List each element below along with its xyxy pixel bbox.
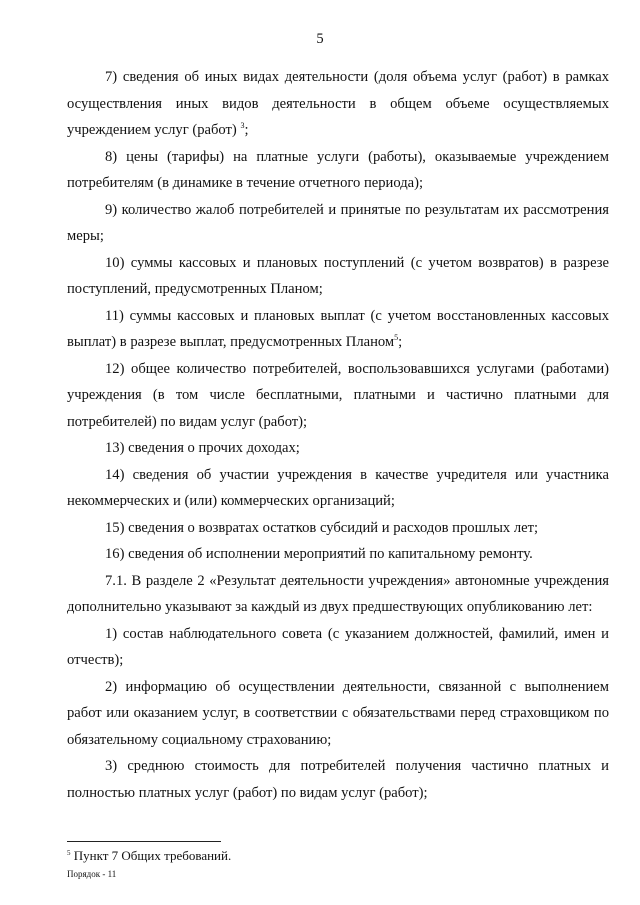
paragraph-item-10 [67, 250, 609, 303]
paragraph-text: 14) сведения об участии учреждения в качестве учредителя или участника некоммерческих и (или) коммерческих организаций; [67, 466, 609, 509]
paragraph-item-15 [67, 515, 609, 542]
paragraph-item-8 [67, 144, 609, 197]
page-number: 5 [316, 31, 324, 47]
paragraph-text: 3) среднюю стоимость для потребителей получения частично платных и полностью платных услуг (работ) по видам услуг (работ); [67, 758, 609, 801]
paragraph-item-9 [67, 197, 609, 250]
footnote-mark: 5 [67, 849, 71, 857]
paragraph-text: 2) информацию об осуществлении деятельности, связанной с выполнением работ или оказанием услуг, в соответствии с обязательствами перед страховщиком по обязательному социальному страхованию; [67, 678, 609, 748]
paragraph-text: 9) количество жалоб потребителей и принятые по результатам их рассмотрения меры; [67, 201, 609, 244]
paragraph-text: 11) суммы кассовых и плановых выплат (с учетом восстановленных кассовых выплат) в разрезе выплат, предусмотренных Планом [67, 307, 609, 350]
footnote-reference: 3 [240, 121, 245, 130]
document-code: Порядок - 11 [67, 869, 117, 879]
paragraph-item-13 [67, 435, 609, 462]
paragraph-section-7-1 [67, 568, 609, 621]
paragraph-text: 8) цены (тарифы) на платные услуги (работы), оказываемые учреждением потребителям (в динамике в течение отчетного периода); [67, 148, 609, 191]
paragraph-item-16 [67, 541, 609, 568]
paragraph-text: 16) сведения об исполнении мероприятий по капитальному ремонту. [105, 546, 533, 562]
paragraph-subitem-2 [67, 674, 609, 754]
paragraph-tail: ; [244, 122, 249, 138]
paragraph-text: 12) общее количество потребителей, воспользовавшихся услугами (работами) учреждения (в том числе бесплатными, платными и частично платными для потребителей) по видам услуг (работ); [67, 360, 609, 430]
paragraph-subitem-1 [67, 621, 609, 674]
document-body [67, 64, 609, 806]
paragraph-item-11 [67, 303, 609, 356]
paragraph-tail: ; [398, 334, 403, 350]
paragraph-text: 7.1. В разделе 2 «Результат деятельности учреждения» автономные учреждения дополнительно указывают за каждый из двух предшествующих опубликованию лет: [67, 572, 609, 615]
paragraph-item-12 [67, 356, 609, 436]
footnote-text: Пункт 7 Общих требований. [73, 848, 232, 863]
footnote-reference: 5 [394, 333, 399, 342]
paragraph-text: 1) состав наблюдательного совета (с указанием должностей, фамилий, имен и отчеств); [67, 625, 609, 668]
paragraph-item-14 [67, 462, 609, 515]
paragraph-text: 10) суммы кассовых и плановых поступлений (с учетом возвратов) в разрезе поступлений, предусмотренных Планом; [67, 254, 609, 297]
paragraph-text: 15) сведения о возвратах остатков субсидий и расходов прошлых лет; [105, 519, 539, 536]
paragraph-subitem-3 [67, 753, 609, 806]
footnote-separator [67, 841, 221, 842]
footnote [67, 848, 231, 864]
paragraph-text: 13) сведения о прочих доходах; [105, 440, 300, 456]
paragraph-text: 7) сведения об иных видах деятельности (доля объема услуг (работ) в рамках осуществления иных видов деятельности в общем объеме осуществляемых учреждением услуг (работ) [67, 69, 609, 138]
paragraph-item-7 [67, 64, 609, 144]
